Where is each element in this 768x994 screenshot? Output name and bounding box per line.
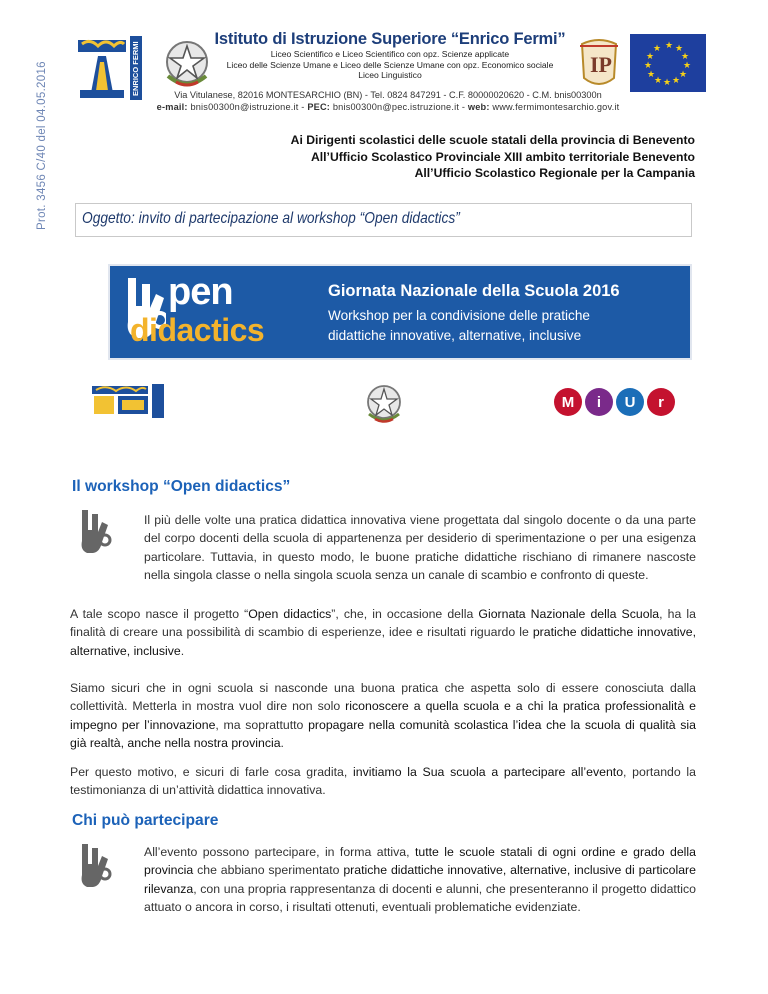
miur-letter: i — [596, 394, 602, 411]
text: All’evento possono partecipare, in forma attiva, — [144, 845, 415, 859]
recipient-line: All’Ufficio Scolastico Regionale per la Campania — [414, 166, 695, 180]
web-label: web: — [467, 102, 490, 112]
recipient-line: Ai Dirigenti scolastici delle scuole statali della provincia di Benevento — [290, 133, 695, 147]
svg-text:★: ★ — [647, 70, 656, 80]
text: , ma soprattutto — [215, 717, 309, 732]
email-label: e-mail: — [156, 102, 188, 112]
paragraph-text — [70, 843, 696, 917]
text: ”, che, in occasione della — [331, 607, 479, 621]
miur-letter: r — [658, 394, 664, 411]
institute-line-2: Liceo delle Scienze Umane e Liceo delle Scienze Umane con opz. Economico sociale — [226, 59, 554, 70]
letterhead — [70, 30, 706, 112]
highlight-text: invitiamo la Sua scuola a partecipare all’evento — [353, 765, 624, 779]
school-crest-logo — [570, 34, 628, 92]
svg-text:★: ★ — [663, 78, 672, 88]
paragraph — [70, 605, 696, 660]
highlight-text: pratiche didattiche innovative, alternative, inclusive di particolare rilevanza — [144, 863, 696, 896]
fermi-logo-text: ENRICO FERMI — [131, 41, 140, 96]
banner-subtitle-line-1: Workshop per la condivisione delle pratiche — [328, 308, 590, 323]
svg-text:★: ★ — [653, 44, 662, 54]
paragraph — [70, 843, 696, 917]
text: A tale scopo nasce il progetto “ — [70, 607, 249, 621]
miur-letter: M — [561, 394, 575, 411]
subject-line: Oggetto: invito di partecipazione al workshop “Open didactics” — [82, 210, 460, 227]
open-didactics-banner — [108, 264, 692, 360]
svg-text:★: ★ — [683, 61, 692, 71]
highlight-text: riconoscere a quella scuola e a chi la pratica professionalità e impegno per l’innovazione — [70, 699, 696, 732]
paragraph-text: Il più delle volte una pratica didattica innovativa viene progettata dal singolo docente o da una parte del corpo docenti della scuola di appartenenza per desiderio di sperimentazione o per una esigenza particolare. Tuttavia, in questo modo, le buone pratiche didattiche rischiano di rimanere nascoste nella singola classe o nella singola scuola senza un canale di scambio e confronto di queste. — [144, 513, 696, 583]
institute-address: Via Vitulanese, 82016 MONTESARCHIO (BN) - Tel. 0824 847291 - C.F. 80000020620 - C.M. bnis00300n — [174, 90, 602, 100]
text: . — [180, 643, 185, 658]
banner-title: Giornata Nazionale della Scuola 2016 — [328, 282, 620, 300]
subject-box — [75, 203, 692, 237]
recipient-line: All’Ufficio Scolastico Provinciale XIII ambito territoriale Benevento — [310, 149, 695, 164]
svg-text:★: ★ — [665, 41, 674, 51]
svg-text:★: ★ — [675, 44, 684, 54]
svg-text:★: ★ — [646, 52, 655, 62]
institute-text — [204, 30, 576, 81]
svg-text:★: ★ — [681, 52, 690, 62]
svg-text:★: ★ — [679, 70, 688, 80]
banner-subtitle-line-2: didattiche innovative, alternative, inclusive — [328, 328, 582, 343]
miur-logo — [553, 387, 689, 417]
section-heading-participants: Chi può partecipare — [72, 812, 219, 829]
eu-flag — [630, 34, 706, 92]
pec-link[interactable]: bnis00300n@pec.istruzione.it — [332, 102, 460, 112]
highlight-text: Open didactics — [248, 607, 332, 621]
highlight-text: Giornata Nazionale della Scuola — [478, 607, 660, 621]
text: che abbiano sperimentato — [193, 863, 344, 878]
section-heading-workshop: Il workshop “Open didactics” — [72, 478, 291, 495]
email-link[interactable]: bnis00300n@istruzione.it — [190, 102, 299, 112]
text: , ha la finalità di creare una possibilità di scambio di esperienze, idee e risultati riguardo le — [70, 607, 696, 640]
italian-republic-emblem-small — [364, 382, 404, 426]
institute-line-3: Liceo Linguistico — [358, 70, 422, 80]
banner-subtitle — [328, 306, 590, 346]
highlight-text: pratiche didattiche innovative, alternative, inclusive — [70, 625, 697, 658]
highlight-text: tutte le scuole statali di ogni ordine e grado della provincia — [144, 845, 696, 878]
svg-text:★: ★ — [644, 61, 653, 71]
paragraph — [70, 763, 696, 800]
text: , portando la testimonianza di un’attività didattica innovativa. — [70, 765, 696, 798]
miur-letter: U — [624, 394, 636, 411]
paragraph — [70, 511, 696, 585]
banner-logo-open: pen — [168, 271, 233, 313]
text: Per questo motivo, e sicuri di farle cosa gradita, — [70, 765, 354, 779]
highlight-text: propagare nella comunità scolastica l’idea che la scuola di qualità sia già realtà, anche nella nostra provincia — [70, 717, 696, 751]
svg-text:IP: IP — [590, 52, 612, 77]
fermi-logo-small — [92, 384, 164, 418]
text: . — [280, 736, 284, 751]
paragraph — [70, 679, 696, 753]
banner-logo-didactics: didactics — [130, 312, 265, 348]
institute-line-1: Liceo Scientifico e Liceo Scientifico con opz. Scienze applicate — [270, 49, 510, 59]
protocol-stamp: Prot. 3456 C/40 del 04.05.2016 — [36, 61, 48, 230]
pec-label: PEC: — [307, 102, 331, 112]
text: , con una propria rappresentanza di docenti e alunni, che presenteranno il progetto didattico attuato o ancora in corso, i risultati ottenuti, eventuali problematiche evidenziate. — [144, 881, 696, 915]
institute-contacts: e-mail: bnis00300n@istruzione.it - PEC: bnis00300n@pec.istruzione.it - web: www.fermimontesarchio.gov.it — [156, 102, 620, 112]
svg-text:★: ★ — [672, 76, 681, 86]
institute-title: Istituto di Istruzione Superiore “Enrico Fermi” — [214, 30, 566, 48]
text: Siamo sicuri che in ogni scuola si nasconde una buona pratica che aspetta solo di essere conosciuta dalla collettività. Metterla in mostra vuol dire non solo — [70, 681, 696, 714]
recipients-block — [200, 132, 695, 182]
web-link[interactable]: www.fermimontesarchio.gov.it — [492, 102, 620, 112]
svg-text:★: ★ — [654, 76, 663, 86]
